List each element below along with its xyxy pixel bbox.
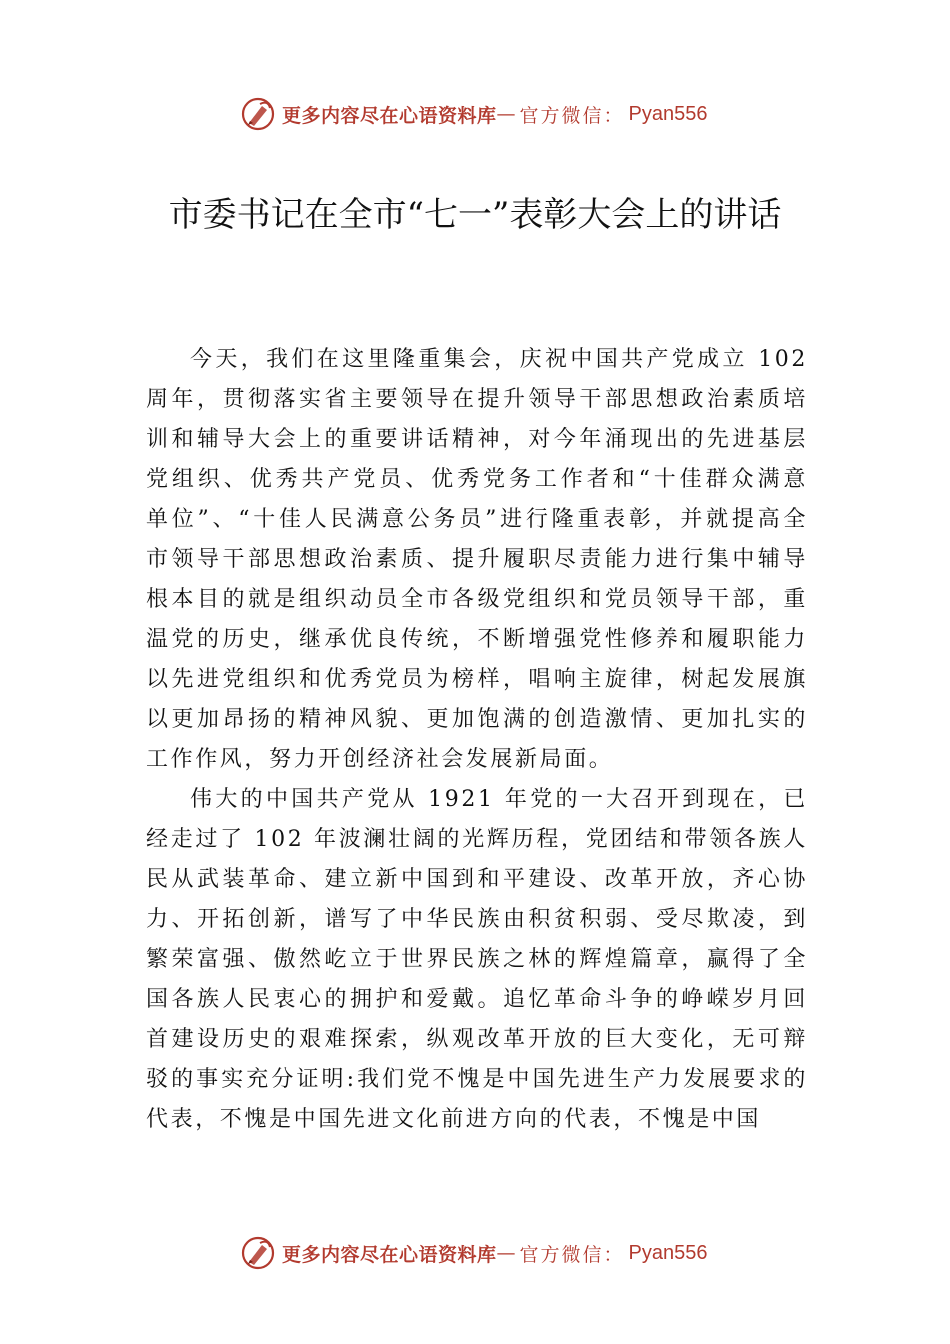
header-banner <box>240 95 708 133</box>
footer-banner <box>240 1234 708 1272</box>
header-dash: — <box>496 103 516 125</box>
footer-brand-text: 更多内容尽在心语资料库 <box>282 1243 497 1266</box>
pen-logo-icon <box>240 96 276 132</box>
pen-logo-icon <box>240 1235 276 1271</box>
footer-wechat-label: 官方微信： <box>519 1243 625 1266</box>
footer-dash: — <box>496 1242 516 1264</box>
paragraph: 伟大的中国共产党从 1921 年党的一大召开到现在，已经走过了 102 年波澜壮阔的光辉历程，党团结和带领各族人民从武装革命、建立新中国到和平建设、改革开放，齐心协力、开拓创新，谱写了中华民族由积贫积弱、受尽欺凌，到繁荣富强、傲然屹立于世界民族之林的辉煌篇章，赢得了全国各族人民衷心的拥护和爱戴。追忆革命斗争的峥嵘岁月回首建设历史的艰难探索，纵观改革开放的巨大变化，无可辩驳的事实充分证明:我们党不愧是中国先进生产力发展要求的代表，不愧是中国先进文化前进方向的代表，不愧是中国 <box>146 787 808 1132</box>
paragraph: 今天，我们在这里隆重集会，庆祝中国共产党成立 102 周年，贯彻落实省主要领导在提升领导干部思想政治素质培训和辅导大会上的重要讲话精神，对今年涌现出的先进基层党组织、优秀共产党员、优秀党务工作者和“十佳群众满意 单位”、“十佳人民满意公务员”进行隆重表彰，并就提高全 市领导干部思想政治素质、提升履职尽责能力进行集中辅导根本目的就是组织动员全市各级党组织和党员领导干部，重温党的历史，继承优良传统，不断增强党性修养和履职能力以先进党组织和优秀党员为榜样，唱响主旋律，树起发展旗以更加昂扬的精神风貌、更加饱满的创造激情、更加扎实的工作作风，努力开创经济社会发展新局面。 <box>146 347 808 772</box>
header-wechat-label: 官方微信： <box>519 104 625 127</box>
document-body <box>146 340 808 1140</box>
header-brand-text: 更多内容尽在心语资料库 <box>282 104 497 127</box>
document-title: 市委书记在全市“七一”表彰大会上的讲话 <box>168 195 782 235</box>
header-wechat-id: Pyan556 <box>628 102 708 125</box>
footer-wechat-id: Pyan556 <box>628 1241 708 1264</box>
